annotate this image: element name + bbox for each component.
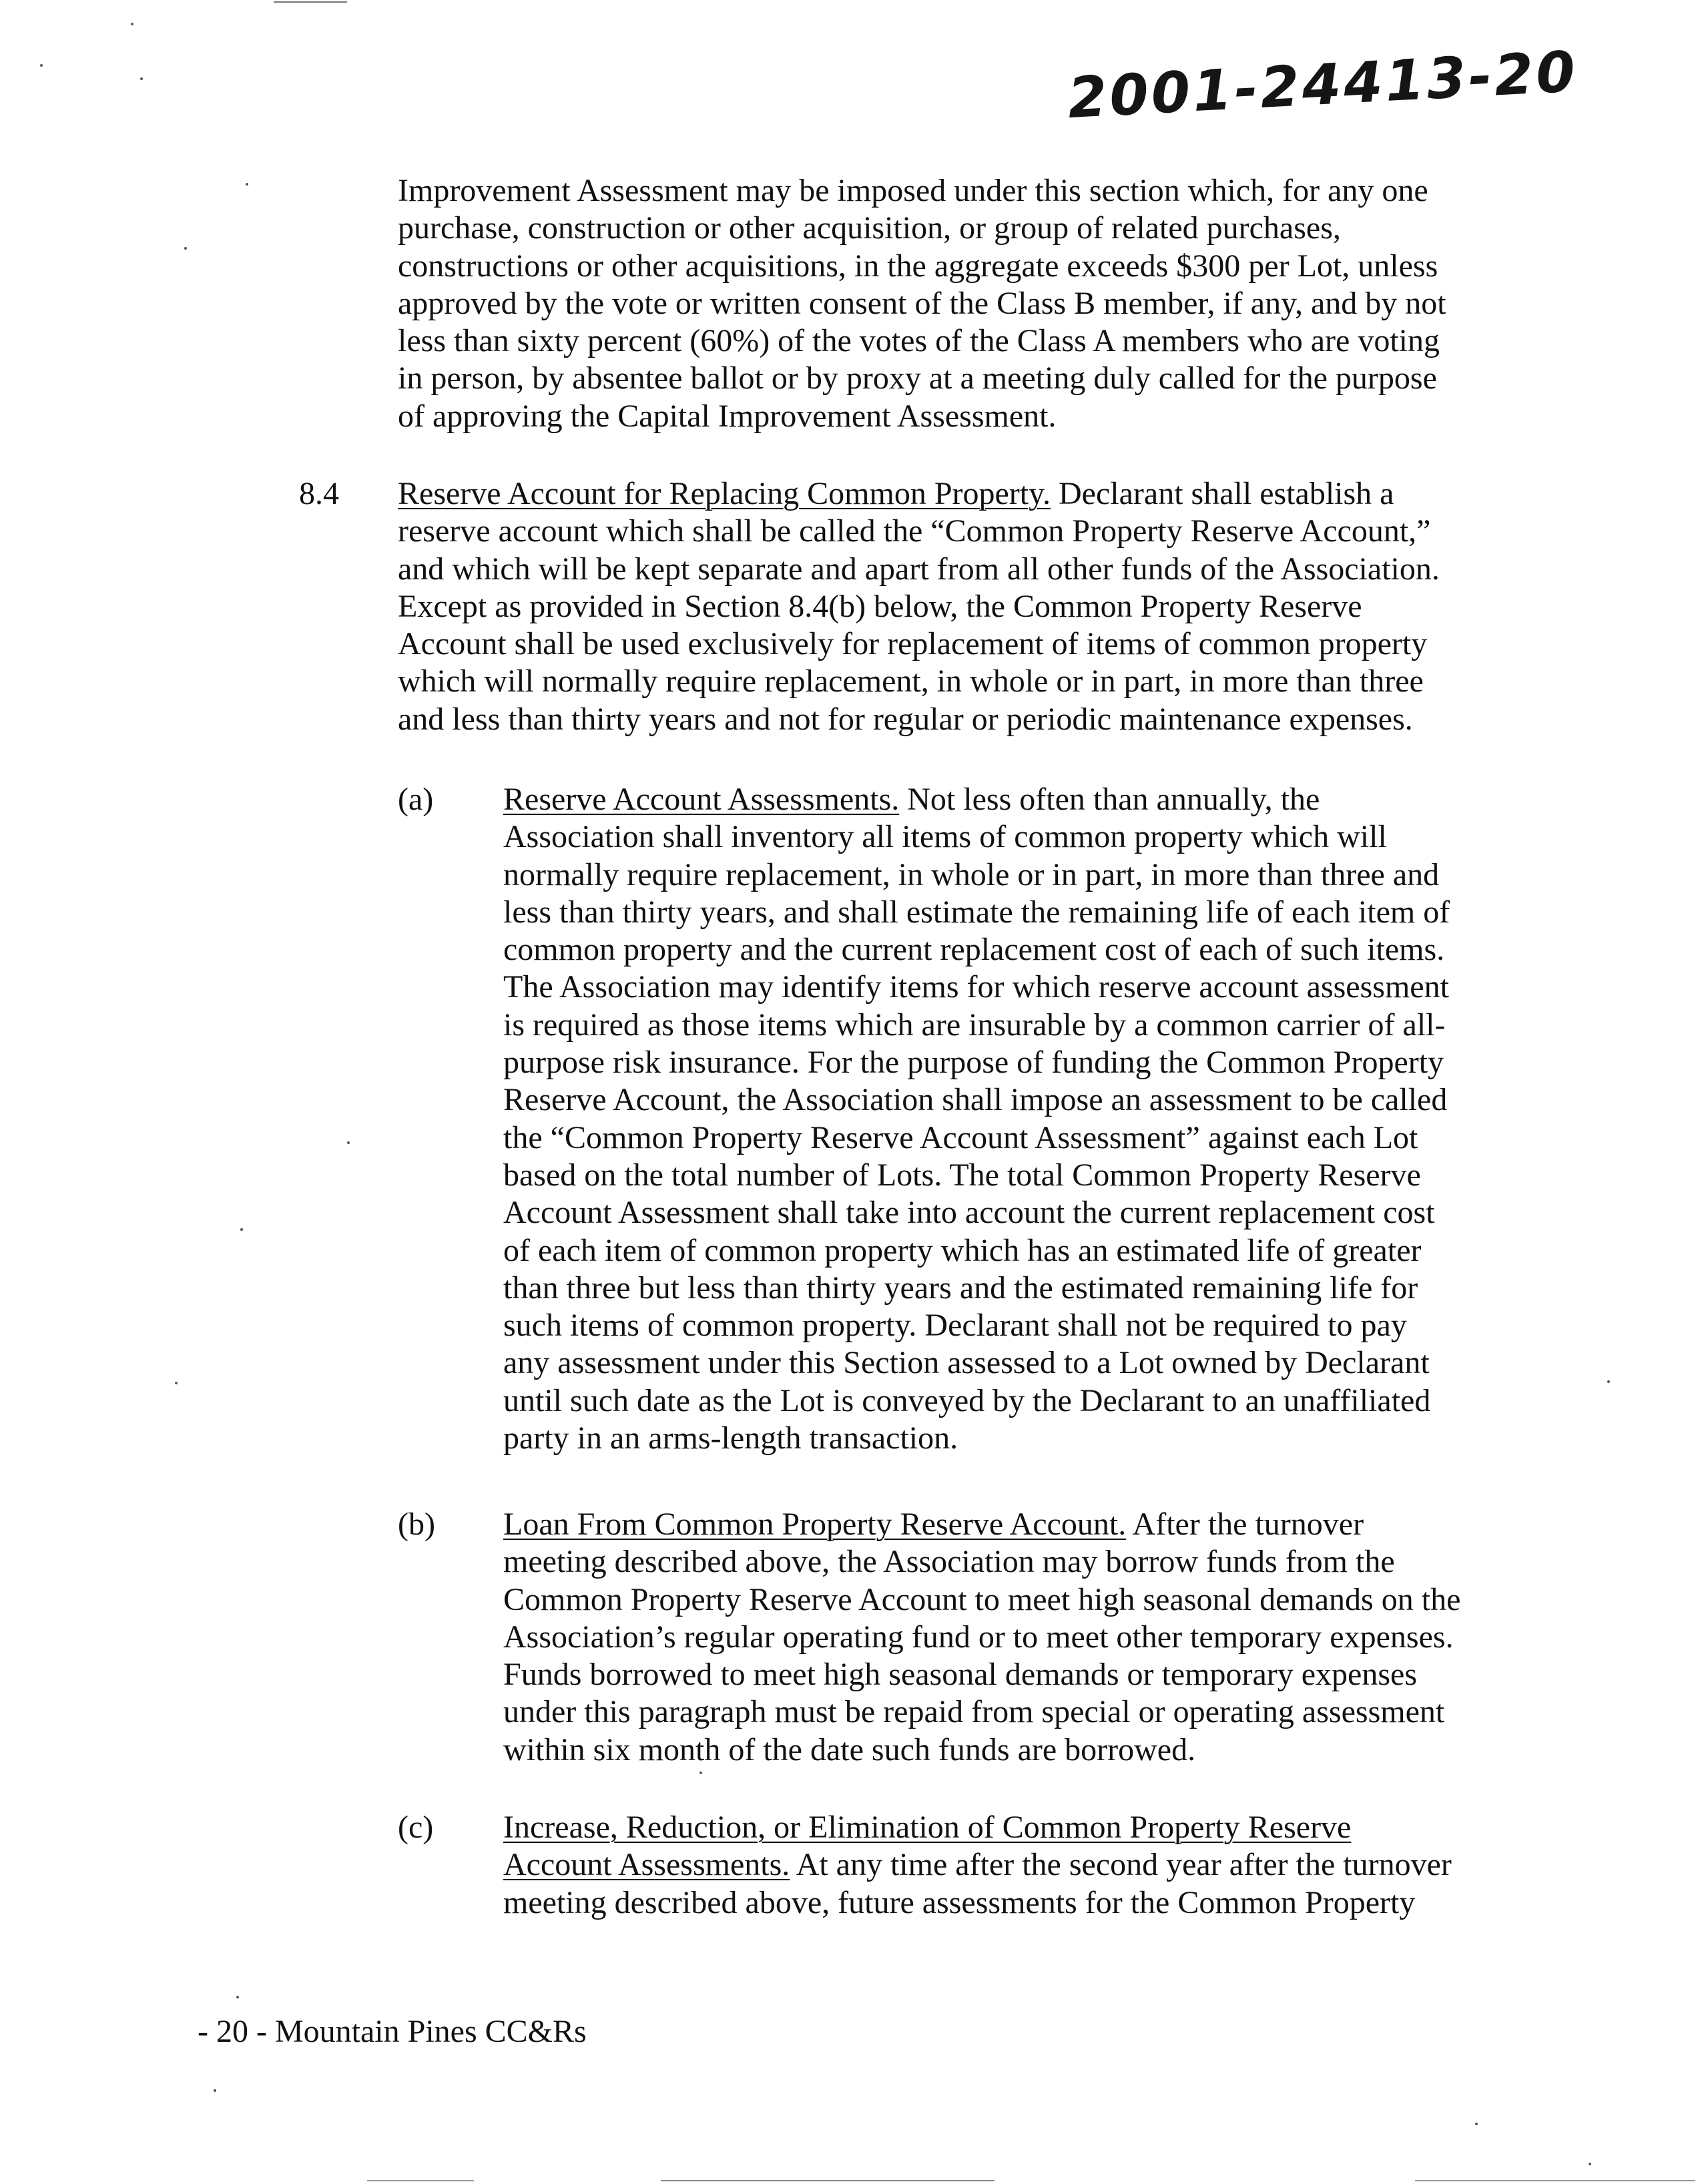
section-8-4-paragraph bbox=[398, 475, 1440, 738]
text-line: Except as provided in Section 8.4(b) below, the Common Property Reserve bbox=[398, 588, 1362, 624]
text-line: Association shall inventory all items of common property which will bbox=[503, 819, 1387, 855]
text-line: Improvement Assessment may be imposed under this section which, for any one bbox=[398, 173, 1428, 208]
text-line: the “Common Property Reserve Account Assessment” against each Lot bbox=[503, 1119, 1418, 1155]
text-fragment: Declarant shall establish a bbox=[1051, 476, 1394, 511]
text-line: common property and the current replacement cost of each of such items. bbox=[503, 932, 1445, 968]
subsection-a-paragraph bbox=[503, 781, 1450, 1457]
text-line: less than sixty percent (60%) of the votes of the Class A members who are voting bbox=[398, 323, 1440, 359]
scan-speck bbox=[1475, 2123, 1478, 2125]
text-line: approved by the vote or written consent of the Class B member, if any, and by not bbox=[398, 285, 1446, 321]
subsection-c-paragraph bbox=[503, 1809, 1452, 1922]
text-line: which will normally require replacement, in whole or in part, in more than three bbox=[398, 663, 1424, 700]
scan-speck bbox=[240, 1228, 243, 1231]
subsection-label: (c) bbox=[398, 1810, 434, 1845]
text-line: such items of common property. Declarant shall not be required to pay bbox=[503, 1308, 1407, 1344]
scan-mark bbox=[1415, 2180, 1695, 2181]
text-line: based on the total number of Lots. The total Common Property Reserve bbox=[503, 1157, 1421, 1193]
subsection-title: Account Assessments. bbox=[503, 1847, 790, 1883]
scan-mark bbox=[367, 2180, 474, 2181]
scan-speck bbox=[1607, 1380, 1610, 1383]
text-line: under this paragraph must be repaid from special or operating assessment bbox=[503, 1694, 1445, 1730]
text-line: and which will be kept separate and apart from all other funds of the Association. bbox=[398, 551, 1440, 587]
text-line: constructions or other acquisitions, in the aggregate exceeds $300 per Lot, unless bbox=[398, 248, 1438, 284]
subsection-title: Increase, Reduction, or Elimination of Common Property Reserve bbox=[503, 1810, 1352, 1845]
scan-speck bbox=[347, 1141, 350, 1144]
handwritten-recording-number: 2001-24413-20 bbox=[1066, 39, 1580, 131]
text-line: meeting described above, the Association may borrow funds from the bbox=[503, 1544, 1395, 1580]
text-line: purchase, construction or other acquisition, or group of related purchases, bbox=[398, 210, 1341, 246]
scan-speck bbox=[184, 247, 187, 250]
text-line: in person, by absentee ballot or by proxy at a meeting duly called for the purpose bbox=[398, 360, 1437, 396]
scan-speck bbox=[246, 183, 248, 186]
text-line: of approving the Capital Improvement Assessment. bbox=[398, 398, 1057, 434]
scan-mark bbox=[274, 1, 347, 3]
text-line bbox=[503, 1506, 1460, 1543]
text-line: The Association may identify items for which reserve account assessment bbox=[503, 969, 1449, 1005]
text-line: than three but less than thirty years and the estimated remaining life for bbox=[503, 1270, 1418, 1306]
text-fragment: At any time after the second year after the turnover bbox=[790, 1847, 1452, 1883]
text-fragment: After the turnover bbox=[1126, 1507, 1364, 1542]
scan-speck bbox=[140, 77, 143, 80]
text-line: is required as those items which are insurable by a common carrier of all- bbox=[503, 1007, 1446, 1043]
text-line: normally require replacement, in whole or in part, in more than three and bbox=[503, 856, 1440, 892]
scan-mark bbox=[661, 2180, 995, 2181]
text-line: and less than thirty years and not for regular or periodic maintenance expenses. bbox=[398, 701, 1413, 737]
text-line: Common Property Reserve Account to meet high seasonal demands on the bbox=[503, 1581, 1461, 1617]
text-line bbox=[398, 475, 1440, 513]
subsection-label: (b) bbox=[398, 1507, 435, 1542]
text-line: until such date as the Lot is conveyed by the Declarant to an unaffiliated bbox=[503, 1382, 1431, 1418]
scan-speck bbox=[236, 1996, 239, 1998]
text-line bbox=[503, 781, 1450, 818]
subsection-label: (a) bbox=[398, 782, 434, 817]
text-line: Account shall be used exclusively for replacement of items of common property bbox=[398, 626, 1428, 662]
text-line: of each item of common property which has an estimated life of greater bbox=[503, 1232, 1422, 1268]
text-line: Account Assessment shall take into account the current replacement cost bbox=[503, 1195, 1435, 1231]
text-line: Funds borrowed to meet high seasonal demands or temporary expenses bbox=[503, 1657, 1418, 1693]
text-line bbox=[503, 1846, 1452, 1884]
scan-speck bbox=[1589, 2163, 1591, 2165]
section-number: 8.4 bbox=[299, 476, 339, 511]
subsection-title: Loan From Common Property Reserve Account. bbox=[503, 1507, 1127, 1542]
text-line: party in an arms-length transaction. bbox=[503, 1420, 958, 1456]
text-fragment: Not less often than annually, the bbox=[899, 782, 1320, 817]
text-line: meeting described above, future assessments for the Common Property bbox=[503, 1884, 1416, 1920]
text-line: Reserve Account, the Association shall impose an assessment to be called bbox=[503, 1082, 1448, 1118]
scan-speck bbox=[40, 64, 43, 67]
subsection-b-paragraph bbox=[503, 1506, 1460, 1769]
text-line: purpose risk insurance. For the purpose of funding the Common Property bbox=[503, 1045, 1444, 1081]
scan-speck bbox=[175, 1382, 178, 1384]
text-line: less than thirty years, and shall estimate the remaining life of each item of bbox=[503, 894, 1450, 930]
intro-paragraph bbox=[398, 172, 1446, 435]
section-title: Reserve Account for Replacing Common Property. bbox=[398, 476, 1051, 511]
scan-speck bbox=[131, 23, 133, 25]
subsection-title: Reserve Account Assessments. bbox=[503, 782, 900, 817]
text-line: reserve account which shall be called the “Common Property Reserve Account,” bbox=[398, 513, 1431, 549]
scan-speck bbox=[214, 2089, 216, 2092]
text-line: within six month of the date such funds are borrowed. bbox=[503, 1731, 1196, 1767]
text-line: any assessment under this Section assessed to a Lot owned by Declarant bbox=[503, 1345, 1430, 1381]
page-footer: - 20 - Mountain Pines CC&Rs bbox=[198, 2014, 587, 2049]
text-line: Association’s regular operating fund or to meet other temporary expenses. bbox=[503, 1619, 1454, 1655]
text-line bbox=[503, 1809, 1452, 1846]
scan-speck bbox=[699, 1771, 702, 1774]
